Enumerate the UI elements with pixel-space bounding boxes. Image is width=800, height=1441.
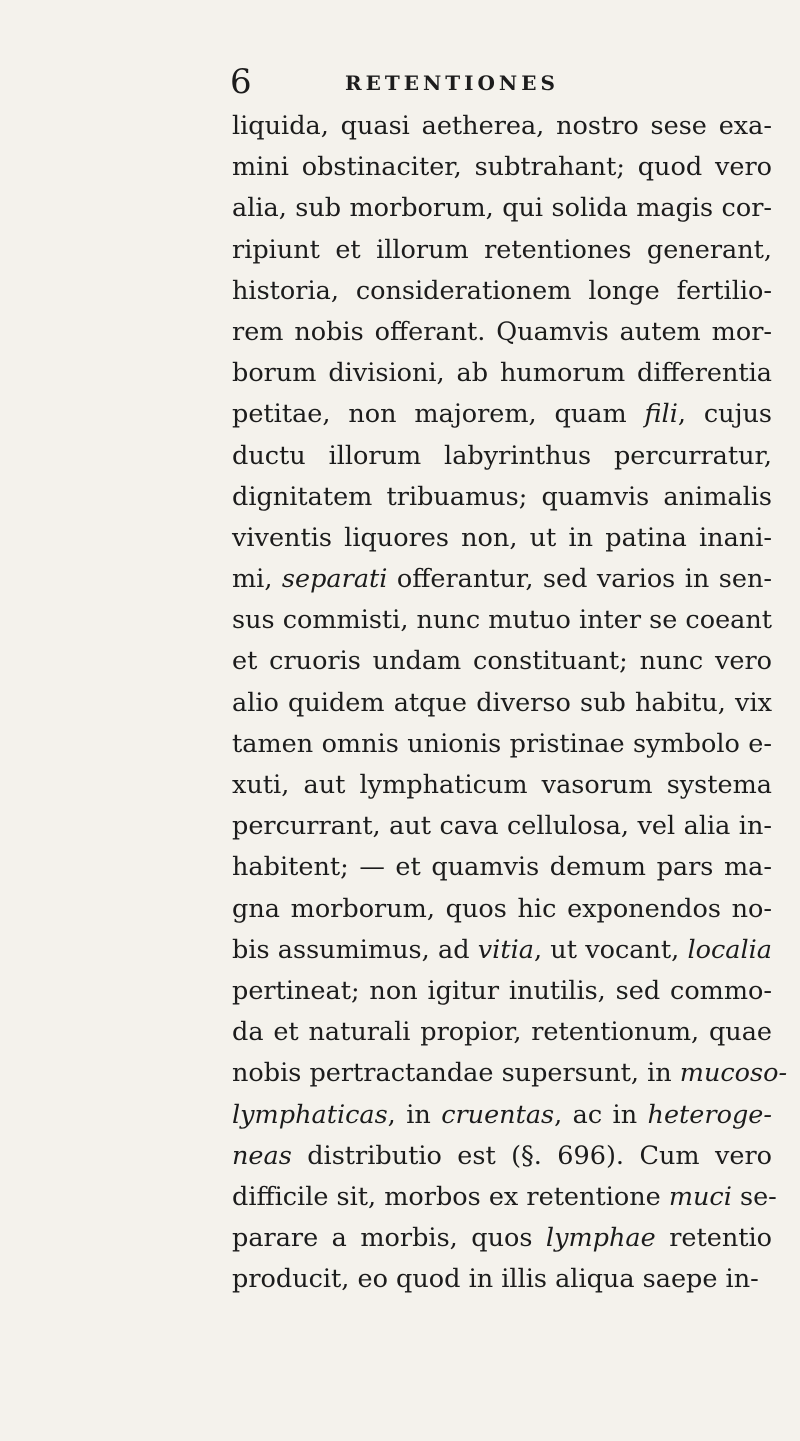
text-line: da et naturali propior, retentionum, quae: [232, 1017, 772, 1048]
body-text: [232, 106, 788, 1300]
text-line: ripiunt et illorum retentiones generant,: [232, 234, 772, 265]
text-line: habitent; — et quamvis demum pars ma-: [232, 852, 772, 883]
text-line: viventis liquores non, ut in patina inani-: [232, 522, 772, 553]
text-line: producit, eo quod in illis aliqua saepe in-: [232, 1264, 759, 1295]
text-line: dignitatem tribuamus; quamvis animalis: [232, 481, 772, 512]
text-line: parare a morbis, quos lymphae retentio: [232, 1223, 772, 1254]
text-line: xuti, aut lymphaticum vasorum systema: [232, 770, 772, 800]
text-line: historia, considerationem longe fertilio-: [232, 275, 772, 306]
text-line: petitae, non majorem, quam fili, cujus: [232, 399, 772, 430]
text-line: lymphaticas, in cruentas, ac in heteroge-: [232, 1099, 772, 1130]
text-line: ductu illorum labyrinthus percurratur,: [232, 440, 772, 471]
text-line: alio quidem atque diverso sub habitu, vix: [232, 687, 772, 718]
page-number: 6: [230, 62, 252, 102]
text-line: mini obstinaciter, subtrahant; quod vero: [232, 152, 772, 183]
text-line: liquida, quasi aetherea, nostro sese exa-: [232, 111, 772, 141]
text-line: bis assumimus, ad vitia, ut vocant, localia: [232, 934, 772, 965]
running-head: [230, 62, 610, 102]
text-line: alia, sub morborum, qui solida magis cor-: [232, 193, 772, 224]
text-line: percurrant, aut cava cellulosa, vel alia in-: [232, 811, 772, 842]
text-line: difficile sit, morbos ex retentione muci se-: [232, 1181, 777, 1212]
text-line: gna morborum, quos hic exponendos no-: [232, 893, 772, 924]
text-line: mi, separati offerantur, sed varios in sen-: [232, 564, 772, 595]
text-line: neas distributio est (§. 696). Cum vero: [232, 1140, 772, 1171]
text-line: et cruoris undam constituant; nunc vero: [232, 646, 772, 677]
text-line: sus commisti, nunc mutuo inter se coeant: [232, 605, 773, 636]
running-title: RETENTIONES: [345, 71, 559, 95]
text-line: borum divisioni, ab humorum differentia: [232, 358, 772, 389]
text-line: pertineat; non igitur inutilis, sed commo-: [232, 975, 772, 1006]
text-line: tamen omnis unionis pristinae symbolo e-: [232, 728, 772, 759]
text-line: rem nobis offerant. Quamvis autem mor-: [232, 316, 772, 347]
text-line: nobis pertractandae supersunt, in mucoso-: [232, 1058, 788, 1089]
